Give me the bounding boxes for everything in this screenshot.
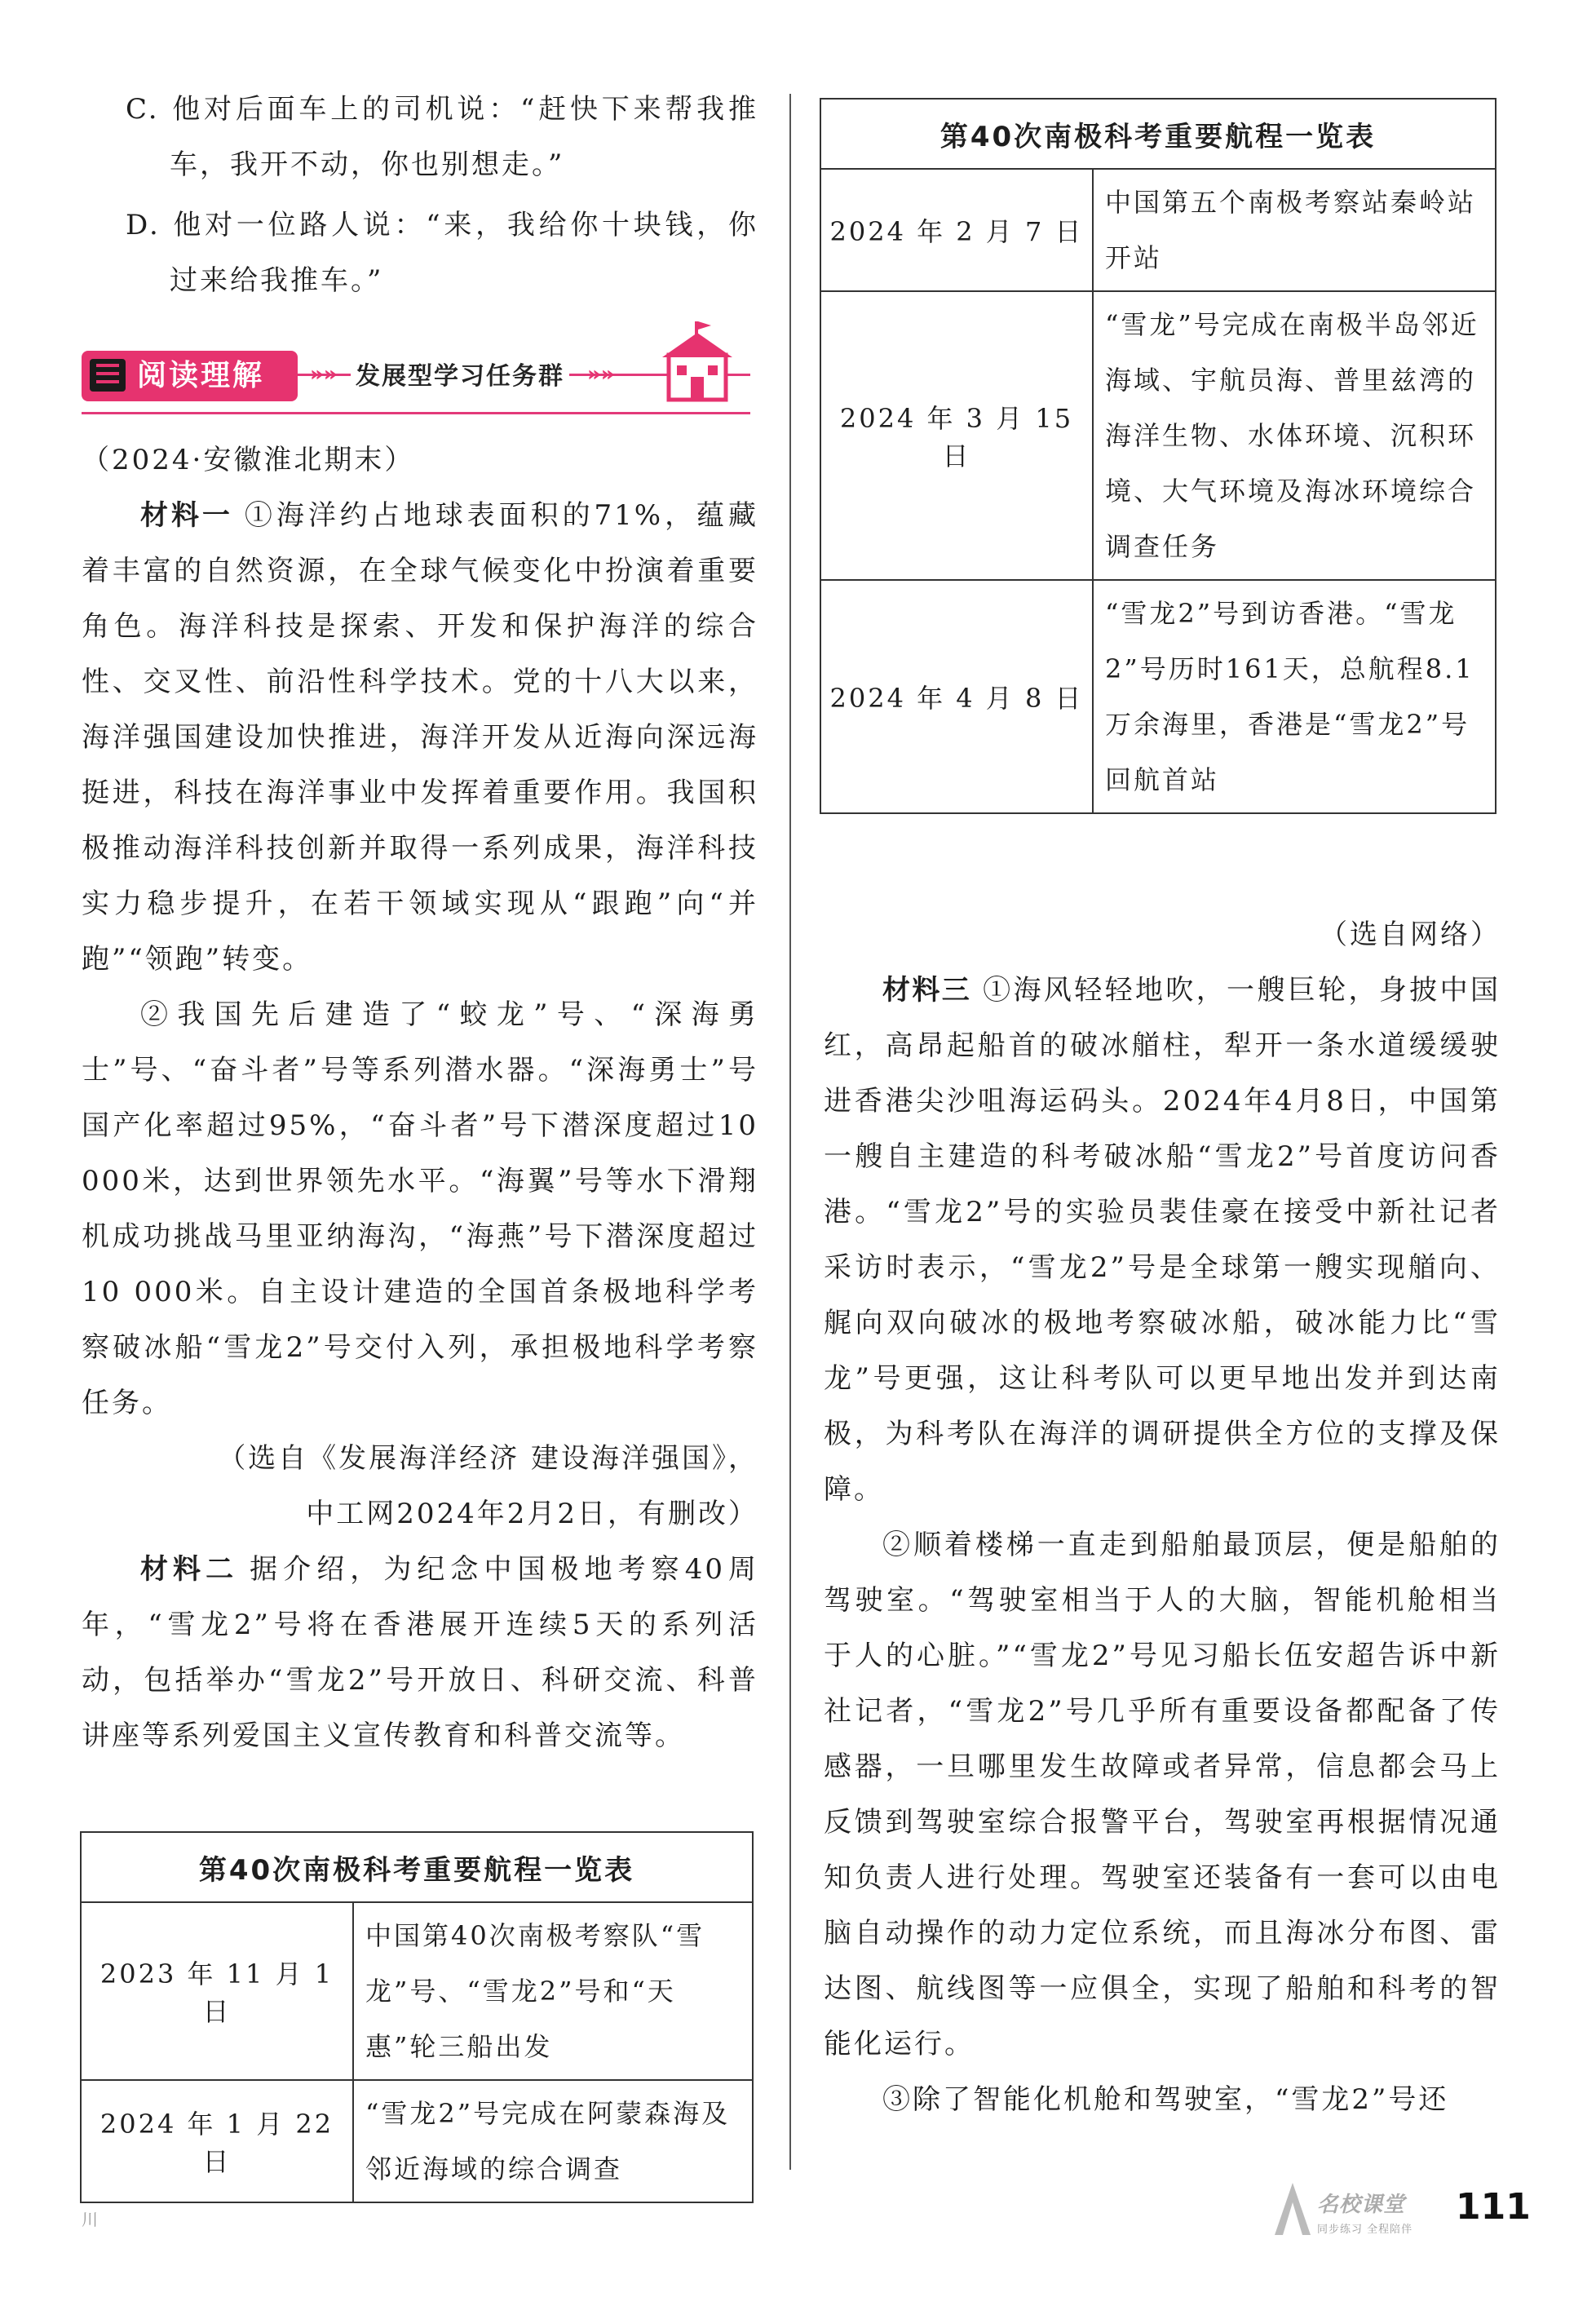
- table-title: 第40次南极科考重要航程一览表: [81, 1832, 753, 1902]
- source-line: （2024·安徽淮北期末）: [82, 444, 415, 476]
- table-event: 中国第五个南极考察站秦岭站开站: [1093, 169, 1496, 291]
- table-date: 2024 年 2 月 7 日: [820, 169, 1093, 291]
- material-1-p2: ②我国先后建造了“蛟龙”号、“深海勇士”号、“奋斗者”号等系列潜水器。“深海勇士”号国产化率超过95%，“奋斗者”号下潜深度超过10 000米，达到世界领先水平。“海翼”号等水下滑翔机成功挑战马里亚纳海沟，“海燕”号下潜深度超过10 000米。自主设计建造的全国首条极地科学考察破冰船“雪龙2”号交付入列，承担极地科学考察任务。: [82, 998, 758, 1419]
- material-1-p1: [82, 488, 758, 987]
- material-1-label: 材料一: [140, 499, 233, 532]
- right-column: [824, 907, 1501, 2127]
- table-event: “雪龙”号完成在南极半岛邻近海域、宇航员海、普里兹湾的海洋生物、水体环境、沉积环境、大气环境及海冰环境综合调查任务: [1093, 291, 1496, 580]
- voyage-table-part2: [820, 98, 1497, 814]
- logo-a-icon: [1268, 2176, 1317, 2242]
- material-3-p1: [824, 963, 1501, 1517]
- table-date: 2024 年 3 月 15 日: [820, 291, 1093, 580]
- option-c-text: C. 他对后面车上的司机说：“赶快下来帮我推车，我开不动，你也别想走。”: [126, 93, 758, 181]
- option-c: [126, 82, 758, 193]
- table-date: 2024 年 1 月 22 日: [81, 2080, 353, 2202]
- option-d-text: D. 他对一位路人说：“来，我给你十块钱，你过来给我推车。”: [126, 209, 758, 297]
- section-badge: [82, 351, 298, 401]
- material-2-text: 据介绍，为纪念中国极地考察40周年，“雪龙2”号将在香港展开连续5天的系列活动，包括举办“雪龙2”号开放日、科研交流、科普讲座等系列爱国主义宣传教育和科普交流等。: [82, 1553, 759, 1752]
- option-d: [126, 197, 758, 308]
- voyage-table-part1: [80, 1831, 754, 2203]
- publisher-logo: [1268, 2176, 1448, 2242]
- table-title: 第40次南极科考重要航程一览表: [820, 99, 1496, 169]
- material-1-p1-text: ①海洋约占地球表面积的71%，蕴藏着丰富的自然资源，在全球气候变化中扮演着重要角色。海洋科技是探索、开发和保护海洋的综合性、交叉性、前沿性科学技术。党的十八大以来，海洋强国建设加快推进，海洋开发从近海向深远海挺进，科技在海洋事业中发挥着重要作用。我国积极推动海洋科技创新并取得一系列成果，海洋科技实力稳步提升，在若干领域实现从“跟跑”向“并跑”“领跑”转变。: [82, 499, 758, 976]
- page-number: 111: [1456, 2186, 1531, 2228]
- section-title: 阅读理解: [137, 359, 265, 392]
- table-date: 2023 年 11 月 1 日: [81, 1902, 353, 2080]
- column-divider: [789, 94, 791, 2170]
- table-row: [820, 580, 1496, 813]
- material-3-p3: ③除了智能化机舱和驾驶室，“雪龙2”号还: [882, 2083, 1449, 2116]
- material-2: [82, 1542, 758, 1764]
- table-row: [81, 1902, 753, 2080]
- school-icon: [652, 318, 742, 408]
- logo-subtitle: 同步练习 全程陪伴: [1317, 2224, 1413, 2236]
- arrows-icon: »»: [310, 362, 338, 387]
- footer-mark: 川: [82, 2210, 98, 2229]
- table-event: 中国第40次南极考察队“雪龙”号、“雪龙2”号和“天惠”轮三船出发: [353, 1902, 753, 2080]
- material-3-p2: ②顺着楼梯一直走到船舶最顶层，便是船舶的驾驶室。“驾驶室相当于人的大脑，智能机舱相当于人的心脏。”“雪龙2”号见习船长伍安超告诉中新社记者，“雪龙2”号几乎所有重要设备都配备了传感器，一旦哪里发生故障或者异常，信息都会马上反馈到驾驶室综合报警平台，驾驶室再根据情况通知负责人进行处理。驾驶室还装备有一套可以由电脑自动操作的动力定位系统，而且海冰分布图、雷达图、航线图等一应俱全，实现了船舶和科考的智能化运行。: [824, 1529, 1501, 2060]
- arrows-icon-right: »»: [587, 362, 615, 387]
- material-3-p1-text: ①海风轻轻地吹，一艘巨轮，身披中国红，高昂起船首的破冰艏柱，犁开一条水道缓缓驶进香港尖沙咀海运码头。2024年4月8日，中国第一艘自主建造的科考破冰船“雪龙2”号首度访问香港。“雪龙2”号的实验员裴佳豪在接受中新社记者采访时表示，“雪龙2”号是全球第一艘实现艏向、艉向双向破冰的极地考察破冰船，破冰能力比“雪龙”号更强，这让科考队可以更早地出发并到达南极，为科考队在海洋的调研提供全方位的支撑及保障。: [824, 974, 1501, 1506]
- table-date: 2024 年 4 月 8 日: [820, 580, 1093, 813]
- material-3-label: 材料三: [882, 974, 972, 1007]
- table-source: （选自网络）: [1320, 918, 1501, 951]
- table-row: [81, 2080, 753, 2202]
- logo-text: 名校课堂: [1317, 2193, 1406, 2217]
- table-event: “雪龙2”号到访香港。“雪龙2”号历时161天，总航程8.1万余海里，香港是“雪龙2”号回航首站: [1093, 580, 1496, 813]
- table-row: [820, 169, 1496, 291]
- material-1-source-2: 中工网2024年2月2日，有删改）: [306, 1498, 758, 1530]
- material-1-source-1: （选自《发展海洋经济 建设海洋强国》，: [218, 1442, 758, 1475]
- material-2-label: 材料二: [140, 1553, 239, 1586]
- left-column: [82, 432, 758, 1764]
- table-row: [820, 291, 1496, 580]
- book-icon: [90, 359, 126, 392]
- banner-line-bottom: [82, 412, 750, 414]
- table-event: “雪龙2”号完成在阿蒙森海及邻近海域的综合调查: [353, 2080, 753, 2202]
- task-group-title: 发展型学习任务群: [351, 356, 569, 392]
- section-banner: [82, 343, 758, 418]
